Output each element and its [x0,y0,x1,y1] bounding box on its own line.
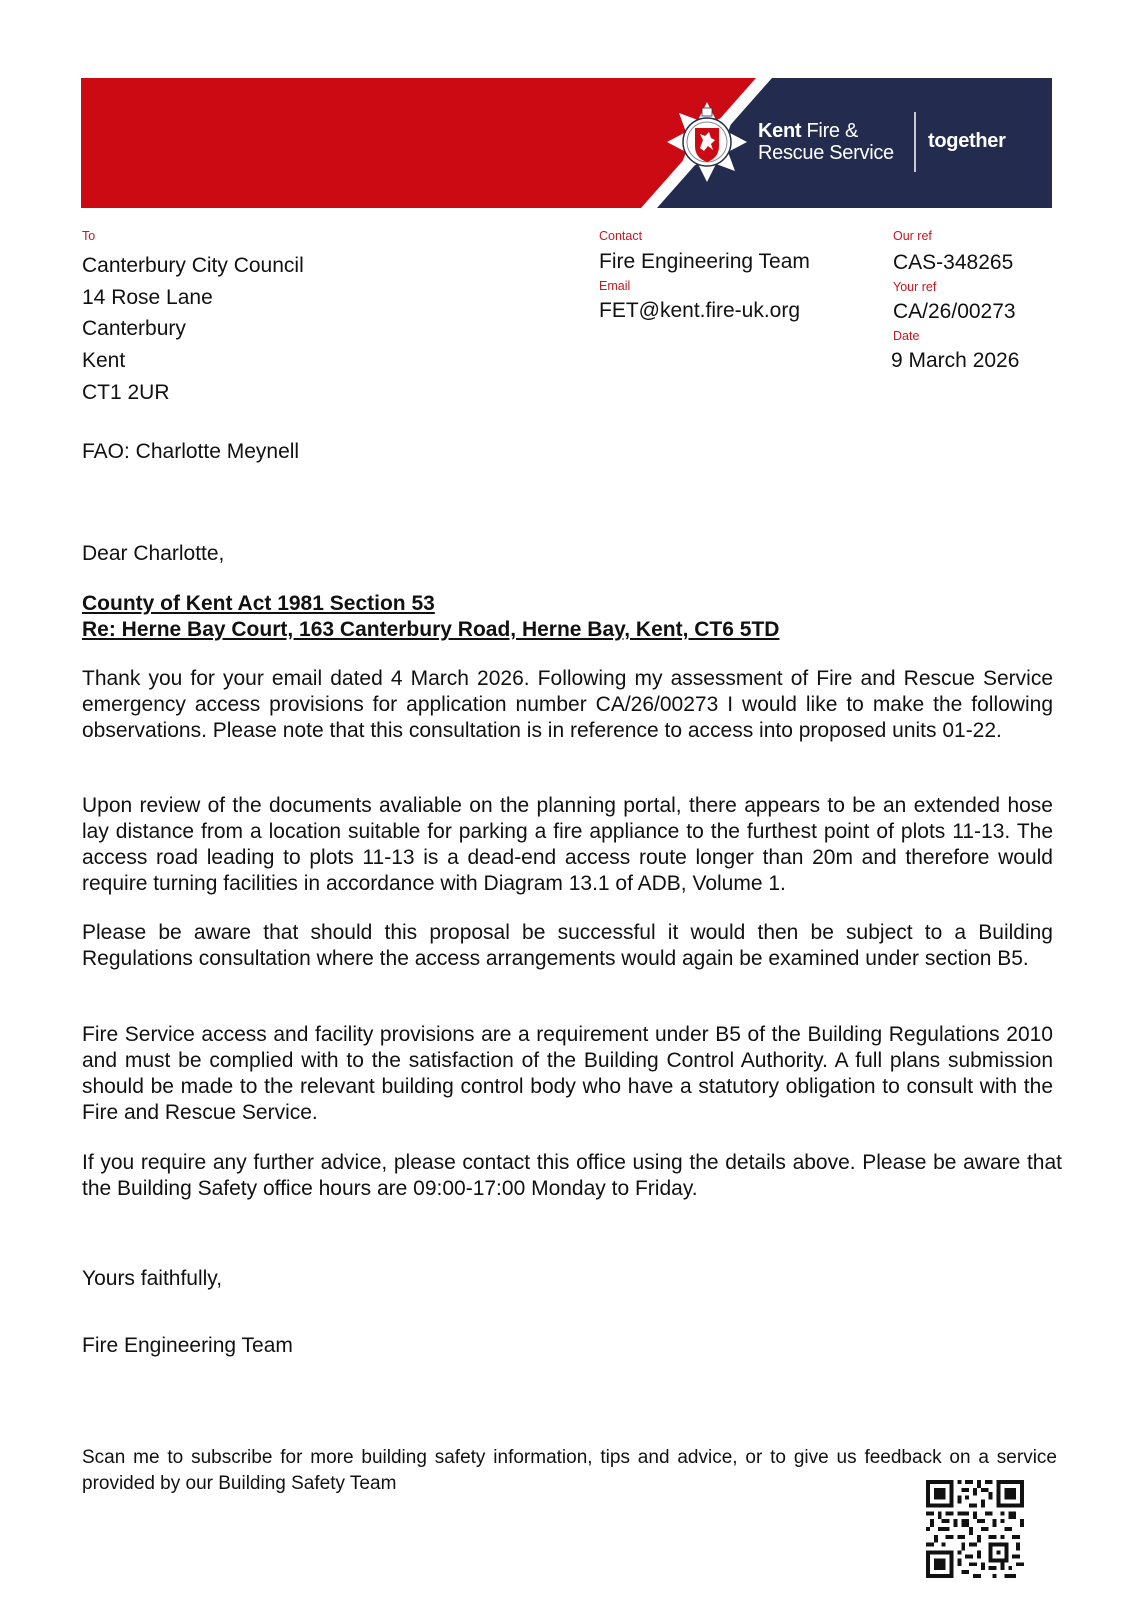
to-label: To [82,229,96,243]
address-line: Canterbury [82,317,186,341]
recipient-address [82,250,304,409]
contact-email[interactable]: FET@kent.fire-uk.org [599,299,801,322]
brand-tagline: together [928,130,1006,152]
paragraph: Upon review of the documents avaliable on the planning portal, there appears to be an extended hose lay distance from a location suitable for parking a fire appliance to the furthest point of plots 11-13. The access road leading to plots 11-13 is a dead-end access route longer than 20m and therefore would require turning facilities in accordance with Diagram 13.1 of ADB, Volume 1. [82,794,1053,895]
paragraph: Fire Service access and facility provisions are a requirement under B5 of the Building Regulations 2010 and must be complied with to the satisfaction of the Building Control Authority. A full plans submission should be made to the relevant building control body who have a statutory obligation to consult with the Fire and Rescue Service. [82,1023,1053,1124]
fao-line: FAO: Charlotte Meynell [82,440,300,463]
our-ref-label: Our ref [893,229,932,243]
your-ref-value: CA/26/00273 [893,300,1016,323]
header-banner [81,78,1052,208]
brand-line1: Fire & [806,120,859,142]
date-value: 9 March 2026 [891,349,1020,372]
scan-text: Scan me to subscribe for more building safety information, tips and advice, or to give us feedback on a service provided by our Building Safety Team [82,1447,1057,1494]
closing: Yours faithfully, [82,1267,223,1290]
banner-graphic [81,78,1052,208]
email-label: Email [599,279,631,293]
your-ref-label: Your ref [893,280,937,294]
paragraph: Please be aware that should this proposal be successful it would then be subject to a Building Regulations consultation where the access arrangements would again be examined under section B5. [82,921,1053,970]
heading-act: County of Kent Act 1981 Section 53 [82,592,435,615]
letter-headings [82,591,779,643]
signature: Fire Engineering Team [82,1334,293,1357]
brand-wordmark [758,120,894,164]
qr-code-icon[interactable] [926,1480,1024,1578]
salutation: Dear Charlotte, [82,542,225,565]
brand-line2: Rescue Service [758,142,894,164]
contact-label: Contact [599,229,643,243]
brand-bold: Kent [758,120,802,142]
paragraph: Thank you for your email dated 4 March 2026. Following my assessment of Fire and Rescue Service emergency access provisions for application number CA/26/00273 I would like to make the following observations. Please note that this consultation is in reference to access into proposed units 01-22. [82,667,1053,742]
heading-re: Re: Herne Bay Court, 163 Canterbury Road, Herne Bay, Kent, CT6 5TD [82,618,780,641]
address-line: Kent [82,349,126,373]
address-line: 14 Rose Lane [82,285,213,309]
contact-value: Fire Engineering Team [599,250,810,273]
address-line: CT1 2UR [82,380,170,404]
our-ref-value: CAS-348265 [893,251,1014,274]
address-line: Canterbury City Council [82,254,304,277]
date-label: Date [893,329,920,343]
paragraph: If you require any further advice, please contact this office using the details above. Please be aware that the Building Safety office hours are 09:00-17:00 Monday to Friday. [82,1151,1062,1200]
